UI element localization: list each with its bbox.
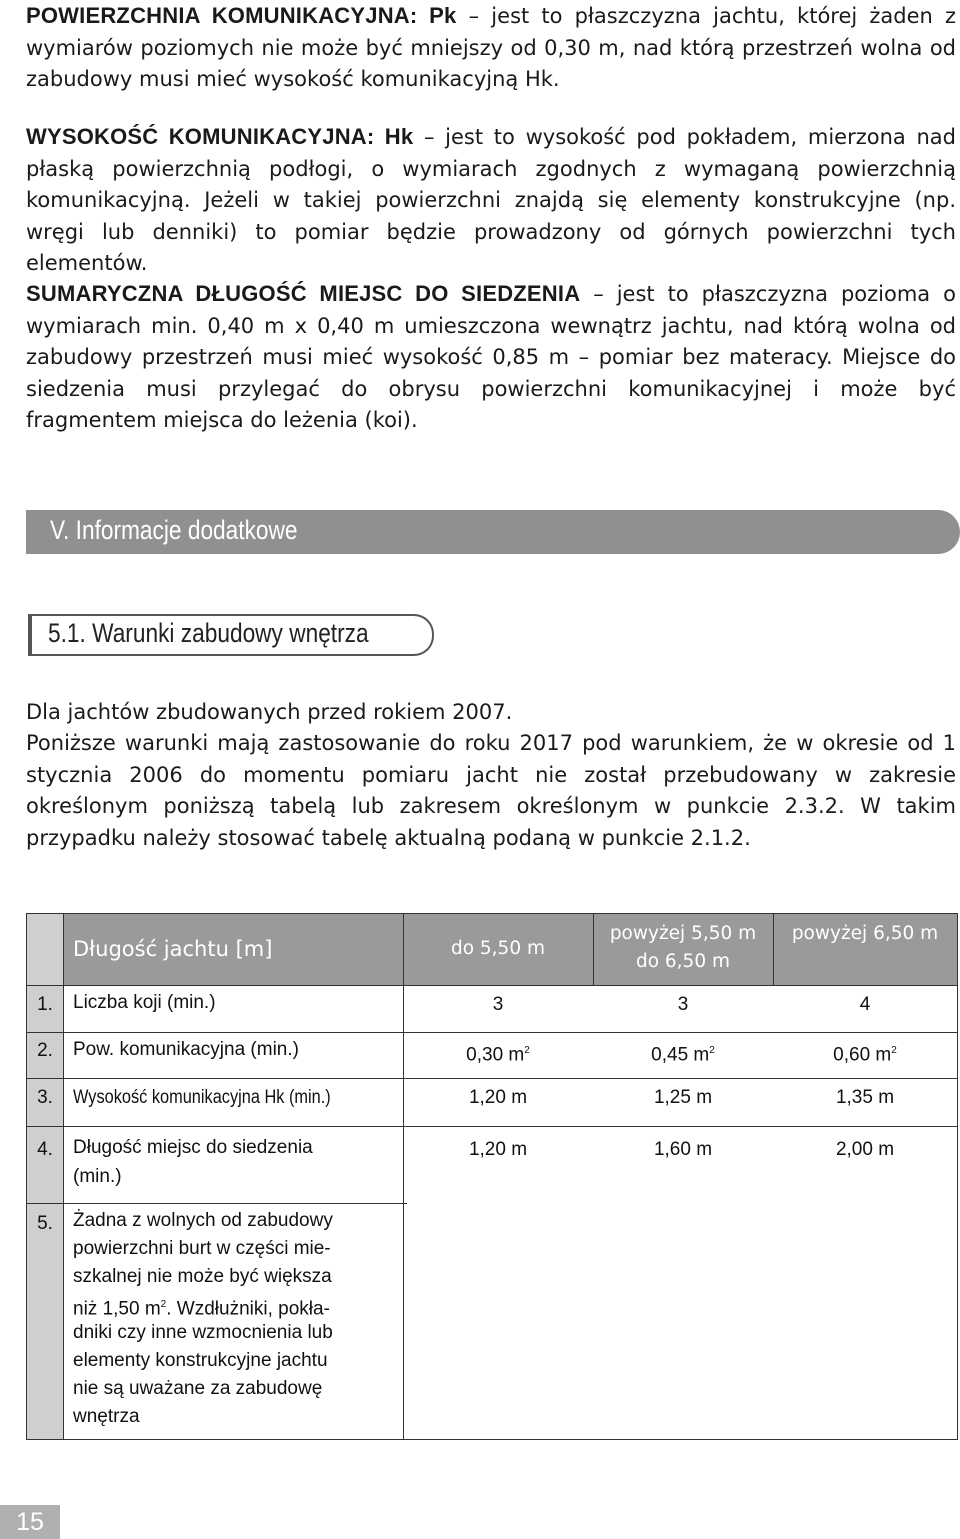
row-divider xyxy=(27,1078,957,1079)
column-divider xyxy=(63,914,64,1439)
subsection-title: 5.1. Warunki zabudowy wnętrza xyxy=(48,618,369,648)
header-length: Długość jachtu [m] xyxy=(73,937,273,961)
row-divider xyxy=(27,985,957,986)
definition-text: – jest to płaszczyzna pozioma o wymiarach min. 0,40 m x 0,40 m umieszczona wewnątrz jachtu, nad którą wolna od zabudowy przestrzeń musi mieć wysokość 0,85 m – pomiar bez materacy. Miejsce do siedzenia musi przylegać do obrysu powierzchni komunikacyjnej i może być fragmentem miejsca do leżenia (koi). xyxy=(26,282,956,432)
definition-text: – jest to wysokość pod pokładem, mierzona nad płaską powierzchnią podłogi, o wymiarach zgodnych z wymaganą powierzchnią komunikacyjną. Jeżeli w takiej powierzchni znajdą się elementy konstrukcyjne (np. wręgi lub denniki) to pomiar będzie prowadzony od górnych powierzchni tych elementów. xyxy=(26,125,956,275)
row-label-line: (min.) xyxy=(73,1166,122,1187)
row-label-line: Długość miejsc do siedzenia xyxy=(73,1137,313,1158)
row-divider xyxy=(27,1203,407,1204)
section-title: V. Informacje dodatkowe xyxy=(50,515,298,545)
header-up-to-550: do 5,50 m xyxy=(450,938,546,959)
row-divider xyxy=(27,1126,957,1127)
definition-text: – jest to płaszczyzna jachtu, której żaden z wymiarów poziomych nie może być mniejszy od 0,30 m, nad którą przestrzeń wolna od zabudowy musi mieć wysokość komunikacyjną Hk. xyxy=(26,4,957,91)
definition-term: WYSOKOŚĆ KOMUNIKACYJNA: Hk xyxy=(26,124,414,149)
superscript: 2 xyxy=(524,1045,530,1056)
label-text: . Wzdłużniki, pokła- xyxy=(166,1298,330,1320)
row-label-line: nie są uważane za zabudowę xyxy=(73,1378,323,1399)
value-text: 0,60 m xyxy=(833,1044,892,1066)
row-number: 2. xyxy=(37,1040,53,1061)
intro-paragraph: Poniższe warunki mają zastosowanie do roku 2017 pod warunkiem, że w okresie od 1 stycznia 2006 do momentu pomiaru jacht nie został przebudowany w zakresie określonym poniższą tabelą lub zakresem określonym w punkcie 2.3.2. W takim przypadku należy stosować tabelę aktualną podaną w punkcie 2.1.2. xyxy=(26,731,956,850)
value-cell xyxy=(593,1037,773,1069)
definition-term: SUMARYCZNA DŁUGOŚĆ MIEJSC DO SIEDZENIA xyxy=(26,281,581,306)
value-cell: 3 xyxy=(492,994,504,1015)
value-cell: 1,20 m xyxy=(468,1087,528,1108)
value-cell: 1,35 m xyxy=(835,1087,895,1108)
superscript: 2 xyxy=(891,1045,897,1056)
definition-seating xyxy=(26,278,956,437)
subsection-heading xyxy=(28,614,434,656)
row-label-line: wnętrza xyxy=(73,1406,140,1427)
value-cell: 4 xyxy=(859,994,871,1015)
row-number: 5. xyxy=(37,1213,53,1234)
definition-pk xyxy=(26,0,956,96)
value-cell xyxy=(773,1037,957,1069)
value-cell: 2,00 m xyxy=(835,1139,895,1160)
row-label-line: powierzchni burt w części mie- xyxy=(73,1238,331,1259)
header-550-650-line1: powyżej 5,50 m xyxy=(609,923,757,944)
value-cell: 1,25 m xyxy=(653,1087,713,1108)
row-label-line: Żadna z wolnych od zabudowy xyxy=(73,1210,333,1231)
header-above-650: powyżej 6,50 m xyxy=(791,923,939,944)
row-label-line: szkalnej nie może być większa xyxy=(73,1266,332,1287)
intro-line: Dla jachtów zbudowanych przed rokiem 2007. xyxy=(26,700,513,724)
row-label-line: elementy konstrukcyjne jachtu xyxy=(73,1350,328,1371)
row-number: 4. xyxy=(37,1139,53,1160)
row-number: 3. xyxy=(37,1087,53,1108)
page-number: 15 xyxy=(0,1505,60,1539)
definition-term: POWIERZCHNIA KOMUNIKACYJNA: Pk xyxy=(26,3,457,28)
row-label: Liczba koji (min.) xyxy=(73,992,216,1013)
value-cell: 3 xyxy=(677,994,689,1015)
value-cell: 1,60 m xyxy=(653,1139,713,1160)
value-cell xyxy=(403,1037,593,1069)
row-label: Pow. komunikacyjna (min.) xyxy=(73,1039,299,1060)
row-divider xyxy=(27,1032,957,1033)
requirements-table xyxy=(26,913,958,1440)
value-text: 0,30 m xyxy=(466,1044,525,1066)
definition-hk xyxy=(26,121,956,280)
value-cell: 1,20 m xyxy=(468,1139,528,1160)
row-number: 1. xyxy=(37,994,53,1015)
header-550-650-line2: do 6,50 m xyxy=(635,951,731,972)
section-heading xyxy=(26,510,960,554)
label-text: niż 1,50 m xyxy=(73,1298,161,1320)
row-label: Wysokość komunikacyjna Hk (min.) xyxy=(73,1087,331,1108)
superscript: 2 xyxy=(160,1299,167,1310)
row-label-line: dniki czy inne wzmocnienia lub xyxy=(73,1322,333,1343)
value-text: 0,45 m xyxy=(651,1044,710,1066)
superscript: 2 xyxy=(709,1045,715,1056)
